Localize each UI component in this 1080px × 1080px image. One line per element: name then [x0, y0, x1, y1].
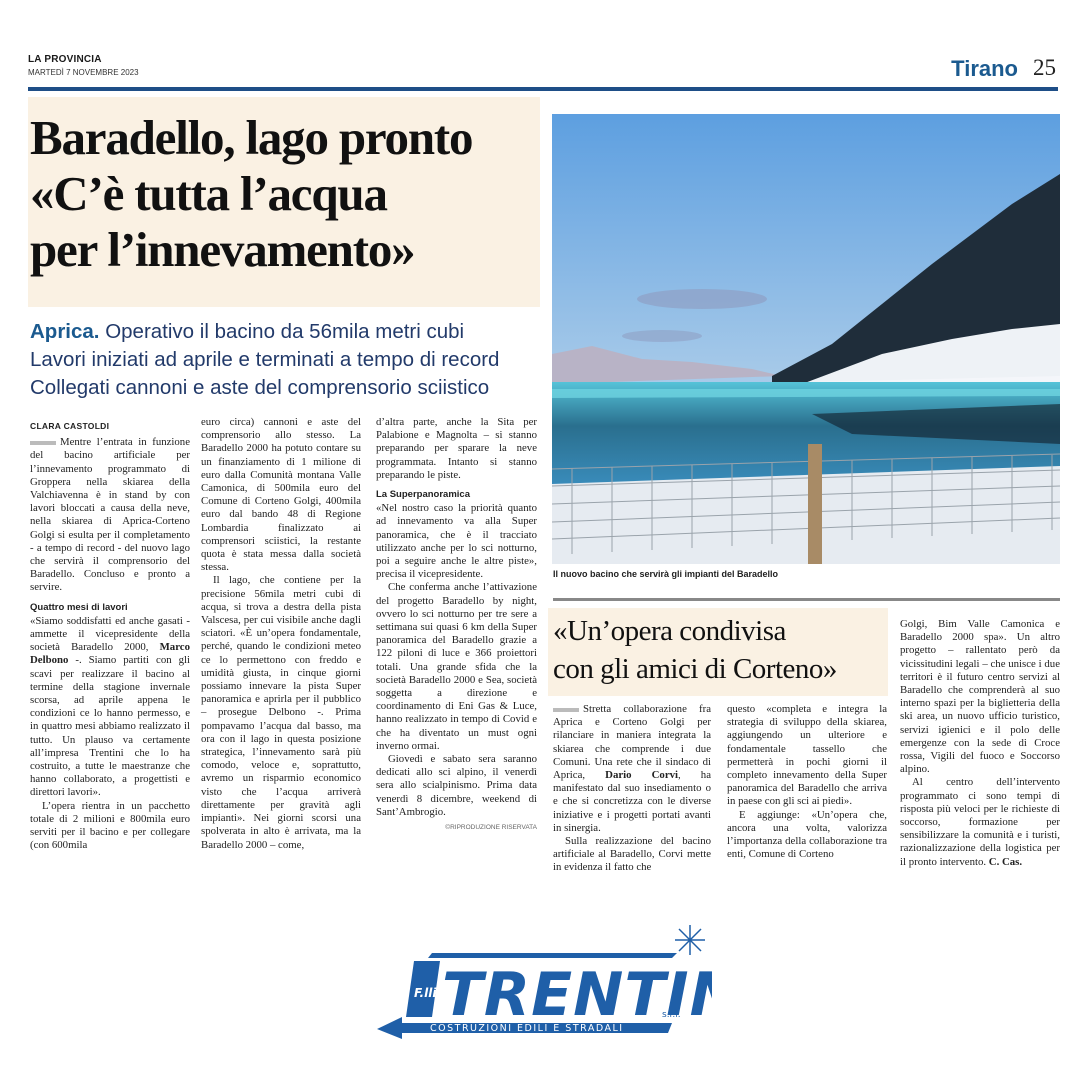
kicker-line: Lavori iniziati ad aprile e terminati a tempo di record	[30, 348, 500, 371]
paragraph: Stretta collaborazione fra Aprica e Corteno Golgi per rilanciare in maniera integrata la skiarea che comprende i due Comuni. Una rete che il sindaco di Aprica, Dario Corvi, ha manifestato dal suo insediamento o e che si concretizza con le diverse iniziative e i progetti portati avanti in sinergia.	[553, 703, 711, 834]
paragraph: E aggiunge: «Un’opera che, ancora una volta, valorizza l’importanza della collaborazione tra enti, Comune di Corteno	[727, 808, 887, 861]
paragraph: L’opera rientra in un pacchetto totale di 2 milioni e 800mila euro serviti per il bacino e per collegare (con 600mila	[30, 799, 190, 852]
trentini-logo	[372, 925, 712, 1045]
person-name: Dario Corvi	[605, 769, 679, 782]
sidebar-column-1	[553, 703, 711, 875]
lake-photo	[552, 114, 1060, 564]
article-column-1	[30, 420, 190, 853]
sidebar-column-3	[900, 618, 1060, 869]
headline-line: «Un’opera condivisa	[553, 615, 786, 647]
paragraph: d’altra parte, anche la Sita per Palabione e Magnolta – si stanno preparando per sparare la neve programmata. Intanto si stanno preparando le piste.	[376, 416, 537, 481]
issue-date: MARTEDÌ 7 NOVEMBRE 2023	[28, 68, 139, 77]
paragraph: Giovedì e sabato sera saranno dedicati allo sci alpino, il venerdì sera allo scialpinismo. Prima data venerdì 8 dicembre, weekend di Sant’Ambrogio.	[376, 753, 537, 818]
headline-line: Baradello, lago pronto	[30, 110, 473, 165]
photo-caption: Il nuovo bacino che servirà gli impianti del Baradello	[553, 569, 779, 579]
lead-dash	[30, 441, 56, 445]
paragraph: Golgi, Bim Valle Camonica e Baradello 2000 spa». Un altro progetto – rallentato però da vicissitudini legali – che unisce i due territori è il futuro centro servizi al Baradello che comprenderà al suo interno spazi per la biglietteria della ski area, un nuovo ufficio turistico, servizi igienici e il polo delle emergenze con la sede di Croce rossa, Vigili del fuoco e Soccorso alpino.	[900, 618, 1060, 776]
lead-dash	[553, 708, 579, 712]
paragraph: Il lago, che contiene per la precisione 56mila metri cubi di acqua, si trova a destra della pista Valscesa, per cui visibile anche dagli sciatori. «È un’opera fondamentale, perché, quando le condizioni meteo ce lo permettono con freddo e umidità giusta, in cinque giorni possiamo innevare la pista Super panoramica e aprirla per il pubblico – prosegue Delbono -. Prima pompavamo l’acqua dal basso, ma ora con il lago in questa posizione strategica, l’innevamento sarà più comodo, veloce e, soprattutto, avremo un risparmio economico visto che l’acqua arriverà direttamente per gravità agli impianti». Nei giorni scorsi una spolverata in alto è arrivata, ma la Baradello 2000 – come,	[201, 574, 361, 851]
paragraph: euro circa) cannoni e aste del comprensorio allo stesso. La Baradello 2000 ha potuto contare su un finanziamento di 1 milione di euro dalla Comunità montana Valle Camonica, di 500mila euro del Comune di Corteno Golgi, 400mila euro dal bando 48 di Regione Lombardia finalizzato ai comprensori sciistici, la restante quota è stata messa dalla società stessa.	[201, 416, 361, 574]
logo-suffix: s.r.l.	[662, 1010, 681, 1020]
paragraph: Sulla realizzazione del bacino artificiale al Baradello, Corvi mette in evidenza il fatto che	[553, 835, 711, 874]
kicker-line: Aprica. Operativo il bacino da 56mila metri cubi	[30, 320, 465, 343]
paragraph: Che conferma anche l’attivazione del progetto Baradello by night, ovvero lo sci notturno per tre sere a settimana sui quasi 6 km della Super panoramica del Baradello grazie a 122 piloni di luce e 366 proiettori totali. Una grande sfida che la società Baradello 2000 e Sea, società soggetta a direzione e coordinamento di Eni Gas & Luce, hanno realizzato in tempo di Covid e che ha diventato un must ogni inverno ormai.	[376, 581, 537, 752]
article-kicker	[30, 318, 550, 402]
byline: CLARA CASTOLDI	[30, 421, 110, 431]
paragraph: Mentre l’entrata in funzione del bacino artificiale per l’innevamento programmato di Groppera nella skiarea della Valchiavenna è in stand by con lavori bloccati a causa della neve, nella skiarea di Aprica-Corteno Golgi si esulta per il completamento - a tempo di record - del nuovo lago che servirà il comprensorio del Baradello. Concluso e pronto a servire.	[30, 436, 190, 594]
article-column-3	[376, 416, 537, 834]
page-number: 25	[1033, 55, 1056, 80]
logo-wordmark: TRENTI	[442, 960, 690, 1030]
paragraph: «Siamo soddisfatti ed anche gasati - ammette il vicepresidente della società Baradello 2000, Marco Delbono -. Siamo partiti con gli scavi per realizzare il bacino al termine della stagione invernale scorsa, ad aprile appena le condizioni ce lo hanno permesso, e in quattro mesi abbiamo realizzato il tutto. Un plauso va certamente all’impresa Trentini che lo ha costruito, a tutte le maestranze che hanno collaborato, a progettisti e direttori lavori».	[30, 614, 190, 799]
sidebar-headline	[553, 612, 893, 688]
logo-prefix: F.lli	[414, 986, 437, 1000]
paragraph: Al centro dell’intervento programmato ci sono tempi di risposta più veloci per le richieste di soccorso, formazione per sensibilizzare la comunità e i turisti, razionalizzazione della logistica per il pronto intervento. C. Cas.	[900, 776, 1060, 868]
article-column-2	[201, 416, 361, 852]
headline-line: «C’è tutta l’acqua	[30, 166, 387, 221]
copyright-notice: ©RIPRODUZIONE RISERVATA	[445, 824, 537, 832]
paragraph: «Nel nostro caso la priorità quanto ad innevamento va alla Super panoramica, che è il tracciato utilizzato anche per lo sci notturno, poi a seguire anche le altre piste», precisa il vicepresidente.	[376, 502, 537, 581]
paragraph: questo «completa e integra la strategia di sviluppo della skiarea, aggiungendo un ulteriore e fondamentale tassello che permetterà in pochi giorni il completo innevamento della Super panoramica del Baradello che arriva in paese con gli sci ai piedi».	[727, 703, 887, 808]
headline-line: per l’innevamento»	[30, 222, 415, 277]
logo-tagline: COSTRUZIONI EDILI E STRADALI	[430, 1023, 624, 1034]
section-name: Tirano	[951, 56, 1018, 81]
headline-line: con gli amici di Corteno»	[553, 653, 837, 685]
kicker-line: Collegati cannoni e aste del comprensorio sciistico	[30, 376, 490, 399]
kicker-place: Aprica.	[30, 320, 100, 343]
sidebar-rule	[553, 598, 1060, 601]
article-headline	[30, 110, 550, 278]
spark-icon	[675, 925, 705, 955]
person-name: Marco Delbono	[30, 641, 190, 667]
newspaper-name: LA PROVINCIA	[28, 54, 102, 65]
subheading: La Superpanoramica	[376, 489, 470, 501]
header-rule	[28, 87, 1058, 91]
author-signature: C. Cas.	[988, 855, 1023, 868]
subheading: Quattro mesi di lavori	[30, 601, 128, 613]
sidebar-column-2	[727, 703, 887, 861]
